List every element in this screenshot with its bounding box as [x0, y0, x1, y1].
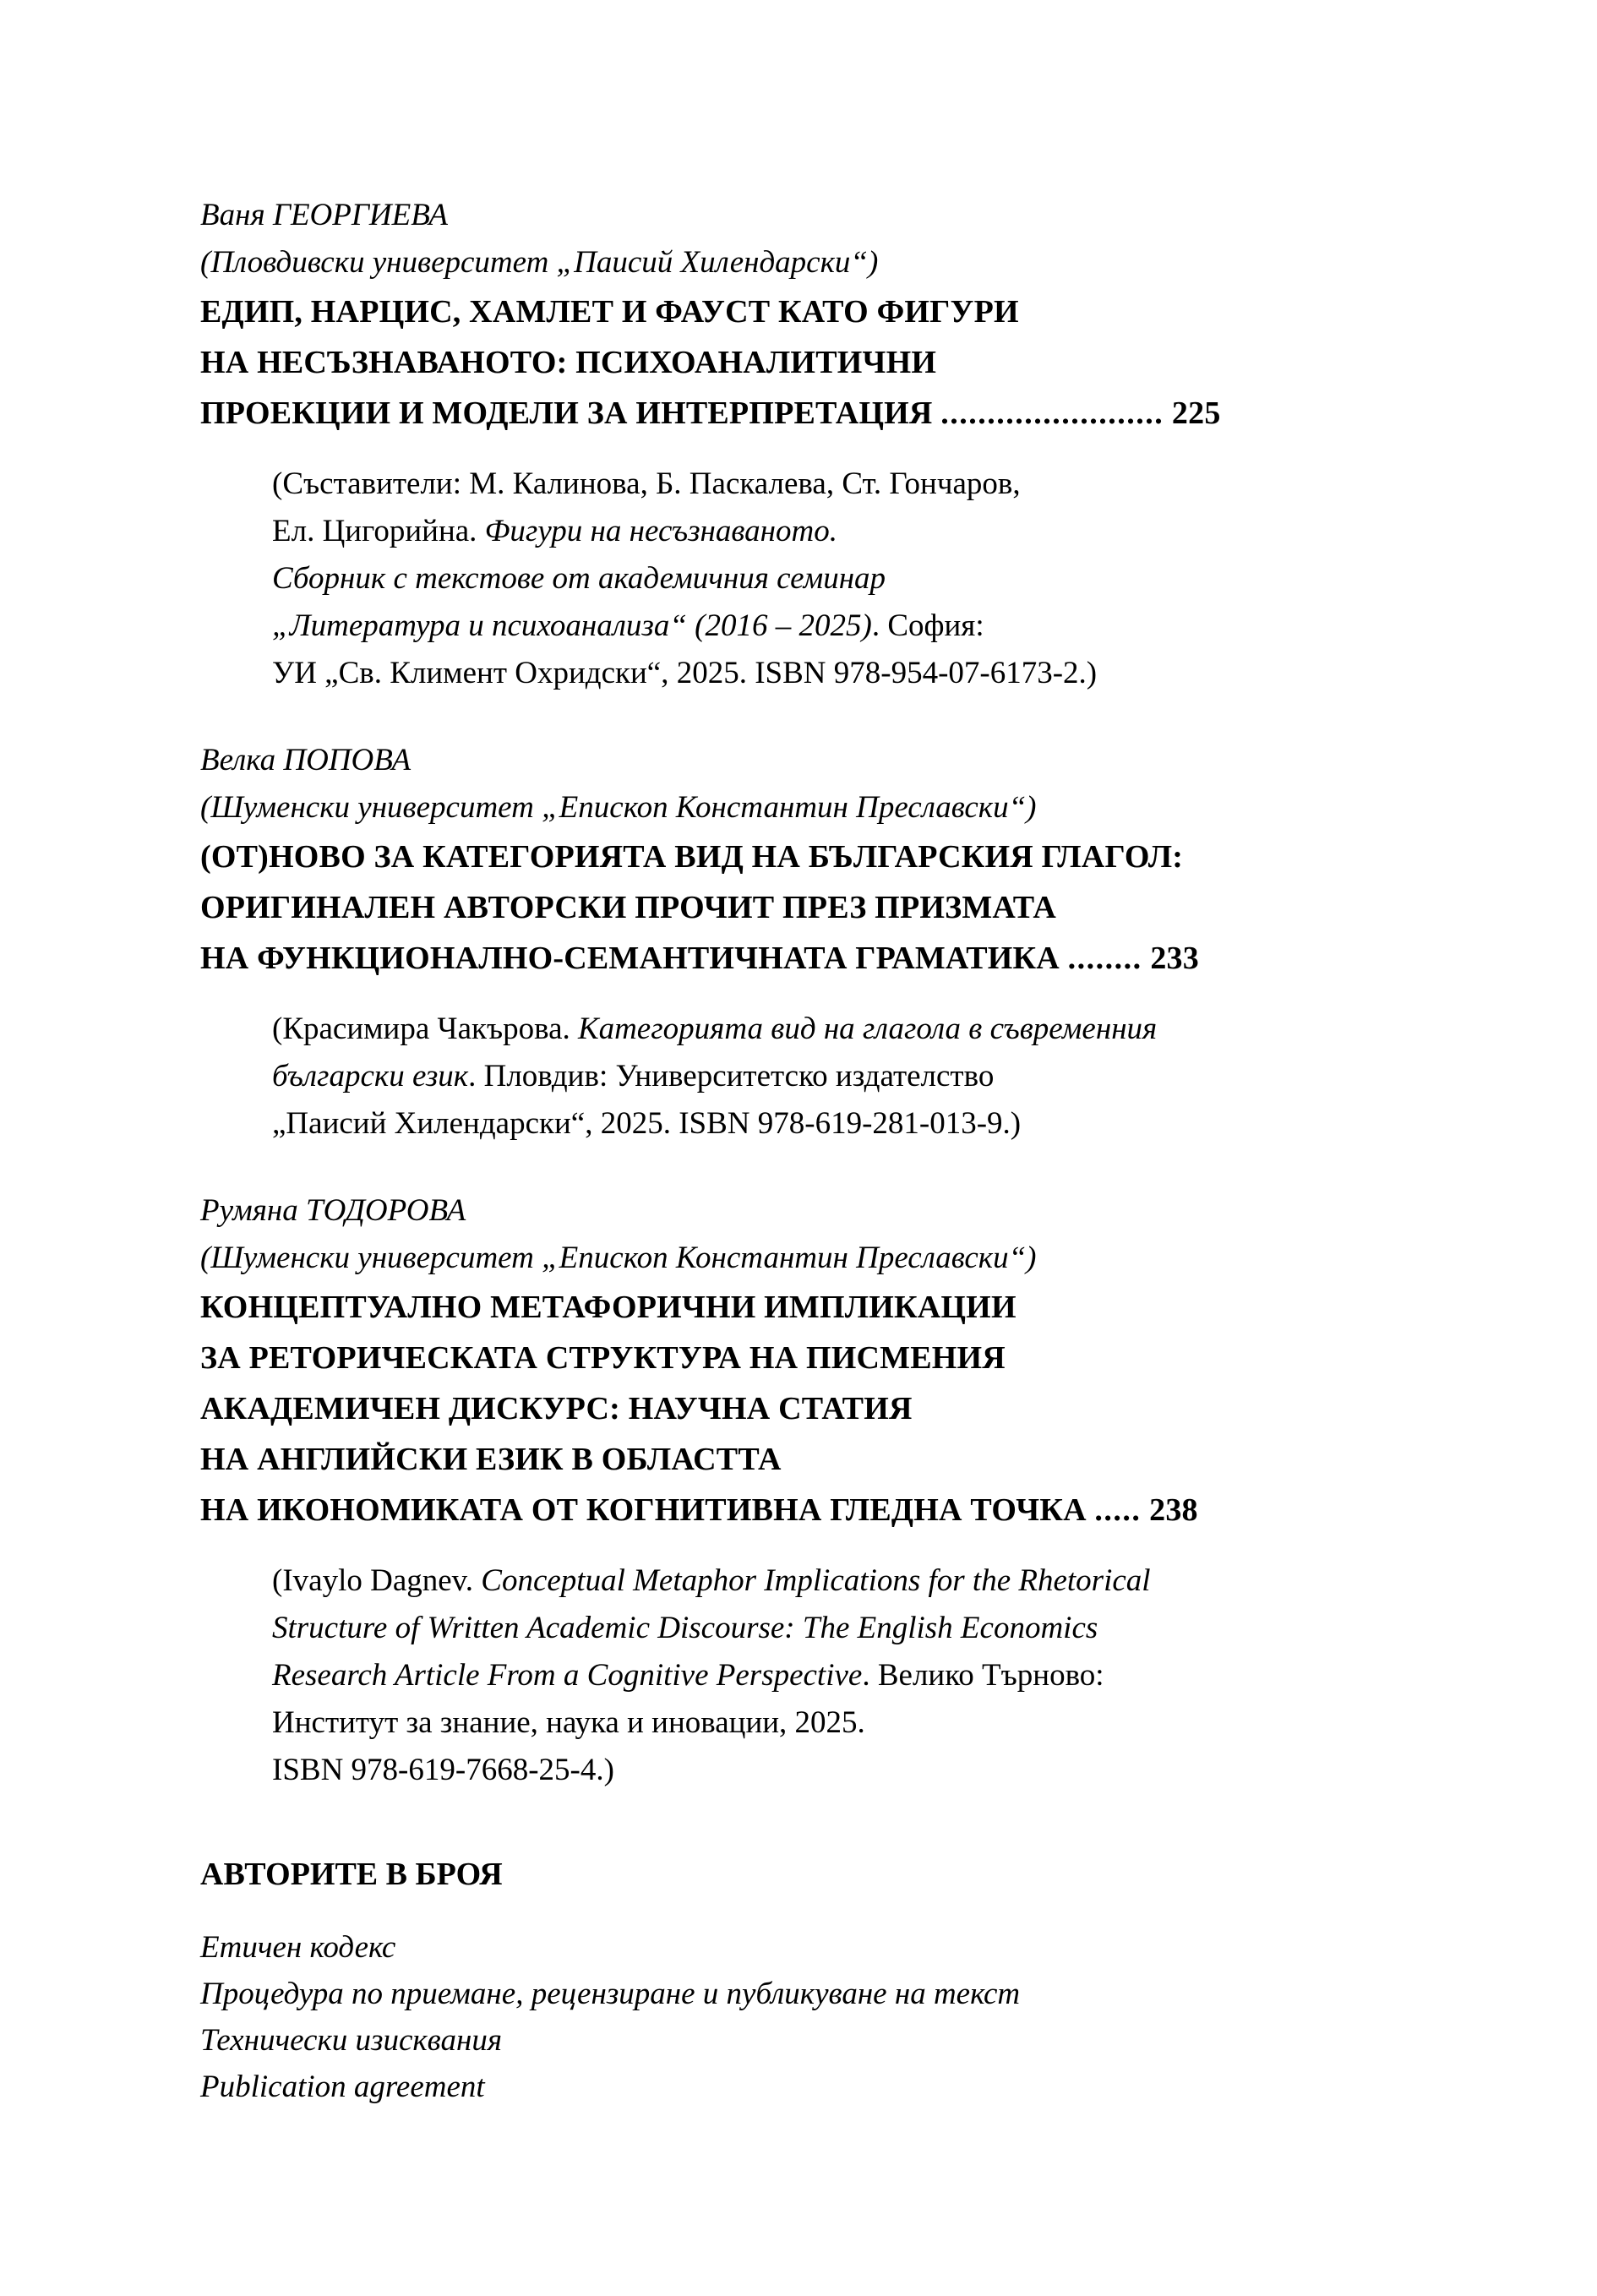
annotation-line: [272, 1100, 1400, 1148]
annotation-line: [272, 1605, 1400, 1652]
entry-title-line: НА АНГЛИЙСКИ ЕЗИК В ОБЛАСТТА: [200, 1442, 782, 1477]
spacer: [200, 439, 1400, 461]
entry-title-line-last: [200, 388, 1400, 439]
annotation-run: ISBN 978-619-7668-25-4.): [272, 1753, 614, 1787]
spacer: [200, 1794, 1400, 1850]
entry-title-line: ЕДИП, НАРЦИС, ХАМЛЕТ И ФАУСТ КАТО ФИГУРИ: [200, 294, 1019, 330]
back-matter-item: Publication agreement: [200, 2070, 485, 2104]
entry-title-text: НА ИКОНОМИКАТА ОТ КОГНИТИВНА ГЛЕДНА ТОЧКА: [200, 1492, 1087, 1528]
annotation-run: Институт за знание, наука и иновации, 2025.: [272, 1705, 865, 1740]
spacer: [200, 1148, 1400, 1188]
annotation-run: . София:: [871, 608, 984, 643]
entry-annotation: [272, 1557, 1400, 1794]
annotation-line: [272, 508, 1400, 555]
entry-author: Ваня ГЕОРГИЕВА: [200, 198, 449, 232]
annotation-run-italic: Research Article From a Cognitive Perspective: [272, 1658, 863, 1693]
annotation-line: [272, 1747, 1400, 1794]
entry-title-text: НА ФУНКЦИОНАЛНО-СЕМАНТИЧНАТА ГРАМАТИКА: [200, 941, 1060, 976]
annotation-run: . Пловдив: Университетско издателство: [468, 1059, 995, 1093]
entry-title-line-last: [200, 933, 1400, 984]
annotation-run: (Съставители: М. Калинова, Б. Паскалева, Ст. Гончаров,: [272, 466, 1021, 501]
entry-author: Велка ПОПОВА: [200, 743, 412, 777]
annotation-run-italic: Structure of Written Academic Discourse: The English Economics: [272, 1611, 1098, 1645]
leader-dots: ........................: [940, 395, 1164, 431]
annotation-run-italic: Conceptual Metaphor Implications for the Rhetorical: [481, 1563, 1151, 1598]
spacer: [200, 984, 1400, 1006]
entry-page-number: 225: [1171, 395, 1221, 431]
entry-title-line: КОНЦЕПТУАЛНО МЕТАФОРИЧНИ ИМПЛИКАЦИИ: [200, 1290, 1017, 1325]
annotation-line: [272, 1699, 1400, 1747]
entry-title-line: АКАДЕМИЧЕН ДИСКУРС: НАУЧНА СТАТИЯ: [200, 1391, 913, 1426]
annotation-run-italic: Фигури на несъзнаваното.: [484, 514, 838, 548]
entry-title-line: (ОТ)НОВО ЗА КАТЕГОРИЯТА ВИД НА БЪЛГАРСКИЯ ГЛАГОЛ:: [200, 839, 1184, 875]
annotation-run-italic: български език: [272, 1059, 469, 1093]
entry-annotation: [272, 1006, 1400, 1148]
entry-title-text: ПРОЕКЦИИ И МОДЕЛИ ЗА ИНТЕРПРЕТАЦИЯ: [200, 395, 933, 431]
entry-title-line: ЗА РЕТОРИЧЕСКАТА СТРУКТУРА НА ПИСМЕНИЯ: [200, 1340, 1006, 1376]
annotation-line: [272, 555, 1400, 603]
toc-entry: [200, 738, 1400, 1148]
annotation-line: [272, 603, 1400, 650]
annotation-run: . Велико Търново:: [862, 1658, 1104, 1693]
annotation-line: [272, 1006, 1400, 1053]
toc-entry: [200, 1188, 1400, 1794]
entry-title-line-last: [200, 1485, 1400, 1535]
annotation-run-italic: Категорията вид на глагола в съвременния: [578, 1012, 1158, 1046]
annotation-line: [272, 1652, 1400, 1699]
entry-title-line: ОРИГИНАЛЕН АВТОРСКИ ПРОЧИТ ПРЕЗ ПРИЗМАТА: [200, 890, 1057, 925]
annotation-line: [272, 650, 1400, 697]
annotation-run-italic: „Литература и психоанализа“ (2016 – 2025): [272, 608, 872, 643]
toc-content: [200, 193, 1400, 2110]
back-matter-item: Етичен кодекс: [200, 1930, 396, 1965]
entry-annotation: [272, 461, 1400, 697]
toc-entry: [200, 193, 1400, 697]
annotation-line: [272, 1557, 1400, 1605]
annotation-line: [272, 461, 1400, 508]
annotation-run: Ел. Цигорийна.: [272, 514, 485, 548]
leader-dots: ........: [1067, 941, 1142, 976]
spacer: [200, 697, 1400, 738]
spacer: [200, 1899, 1400, 1924]
back-matter-item: Технически изисквания: [200, 2023, 503, 2058]
back-matter-heading: АВТОРИТЕ В БРОЯ: [200, 1857, 503, 1892]
annotation-run: (Ivaylo Dagnev.: [272, 1563, 482, 1598]
entry-affiliation: (Шуменски университет „Епископ Константин Преславски“): [200, 1241, 1037, 1275]
entry-affiliation: (Шуменски университет „Епископ Константин Преславски“): [200, 790, 1037, 825]
annotation-run: УИ „Св. Климент Охридски“, 2025. ISBN 978-954-07-6173-2.): [272, 656, 1098, 690]
spacer: [200, 1535, 1400, 1557]
annotation-run: (Красимира Чакърова.: [272, 1012, 579, 1046]
back-matter-section: [200, 1850, 1400, 2110]
entry-affiliation: (Пловдивски университет „Паисий Хилендарски“): [200, 245, 879, 280]
entry-title-line: НА НЕСЪЗНАВАНОТО: ПСИХОАНАЛИТИЧНИ: [200, 345, 937, 380]
annotation-line: [272, 1053, 1400, 1100]
entry-author: Румяна ТОДОРОВА: [200, 1193, 466, 1228]
entry-page-number: 233: [1150, 941, 1199, 976]
entry-page-number: 238: [1149, 1492, 1198, 1528]
annotation-run: „Паисий Хилендарски“, 2025. ISBN 978-619-281-013-9.): [272, 1106, 1022, 1141]
annotation-run-italic: Сборник с текстове от академичния семинар: [272, 561, 886, 596]
back-matter-item: Процедура по приемане, рецензиране и публикуване на текст: [200, 1977, 1021, 2011]
leader-dots: .....: [1094, 1492, 1142, 1528]
